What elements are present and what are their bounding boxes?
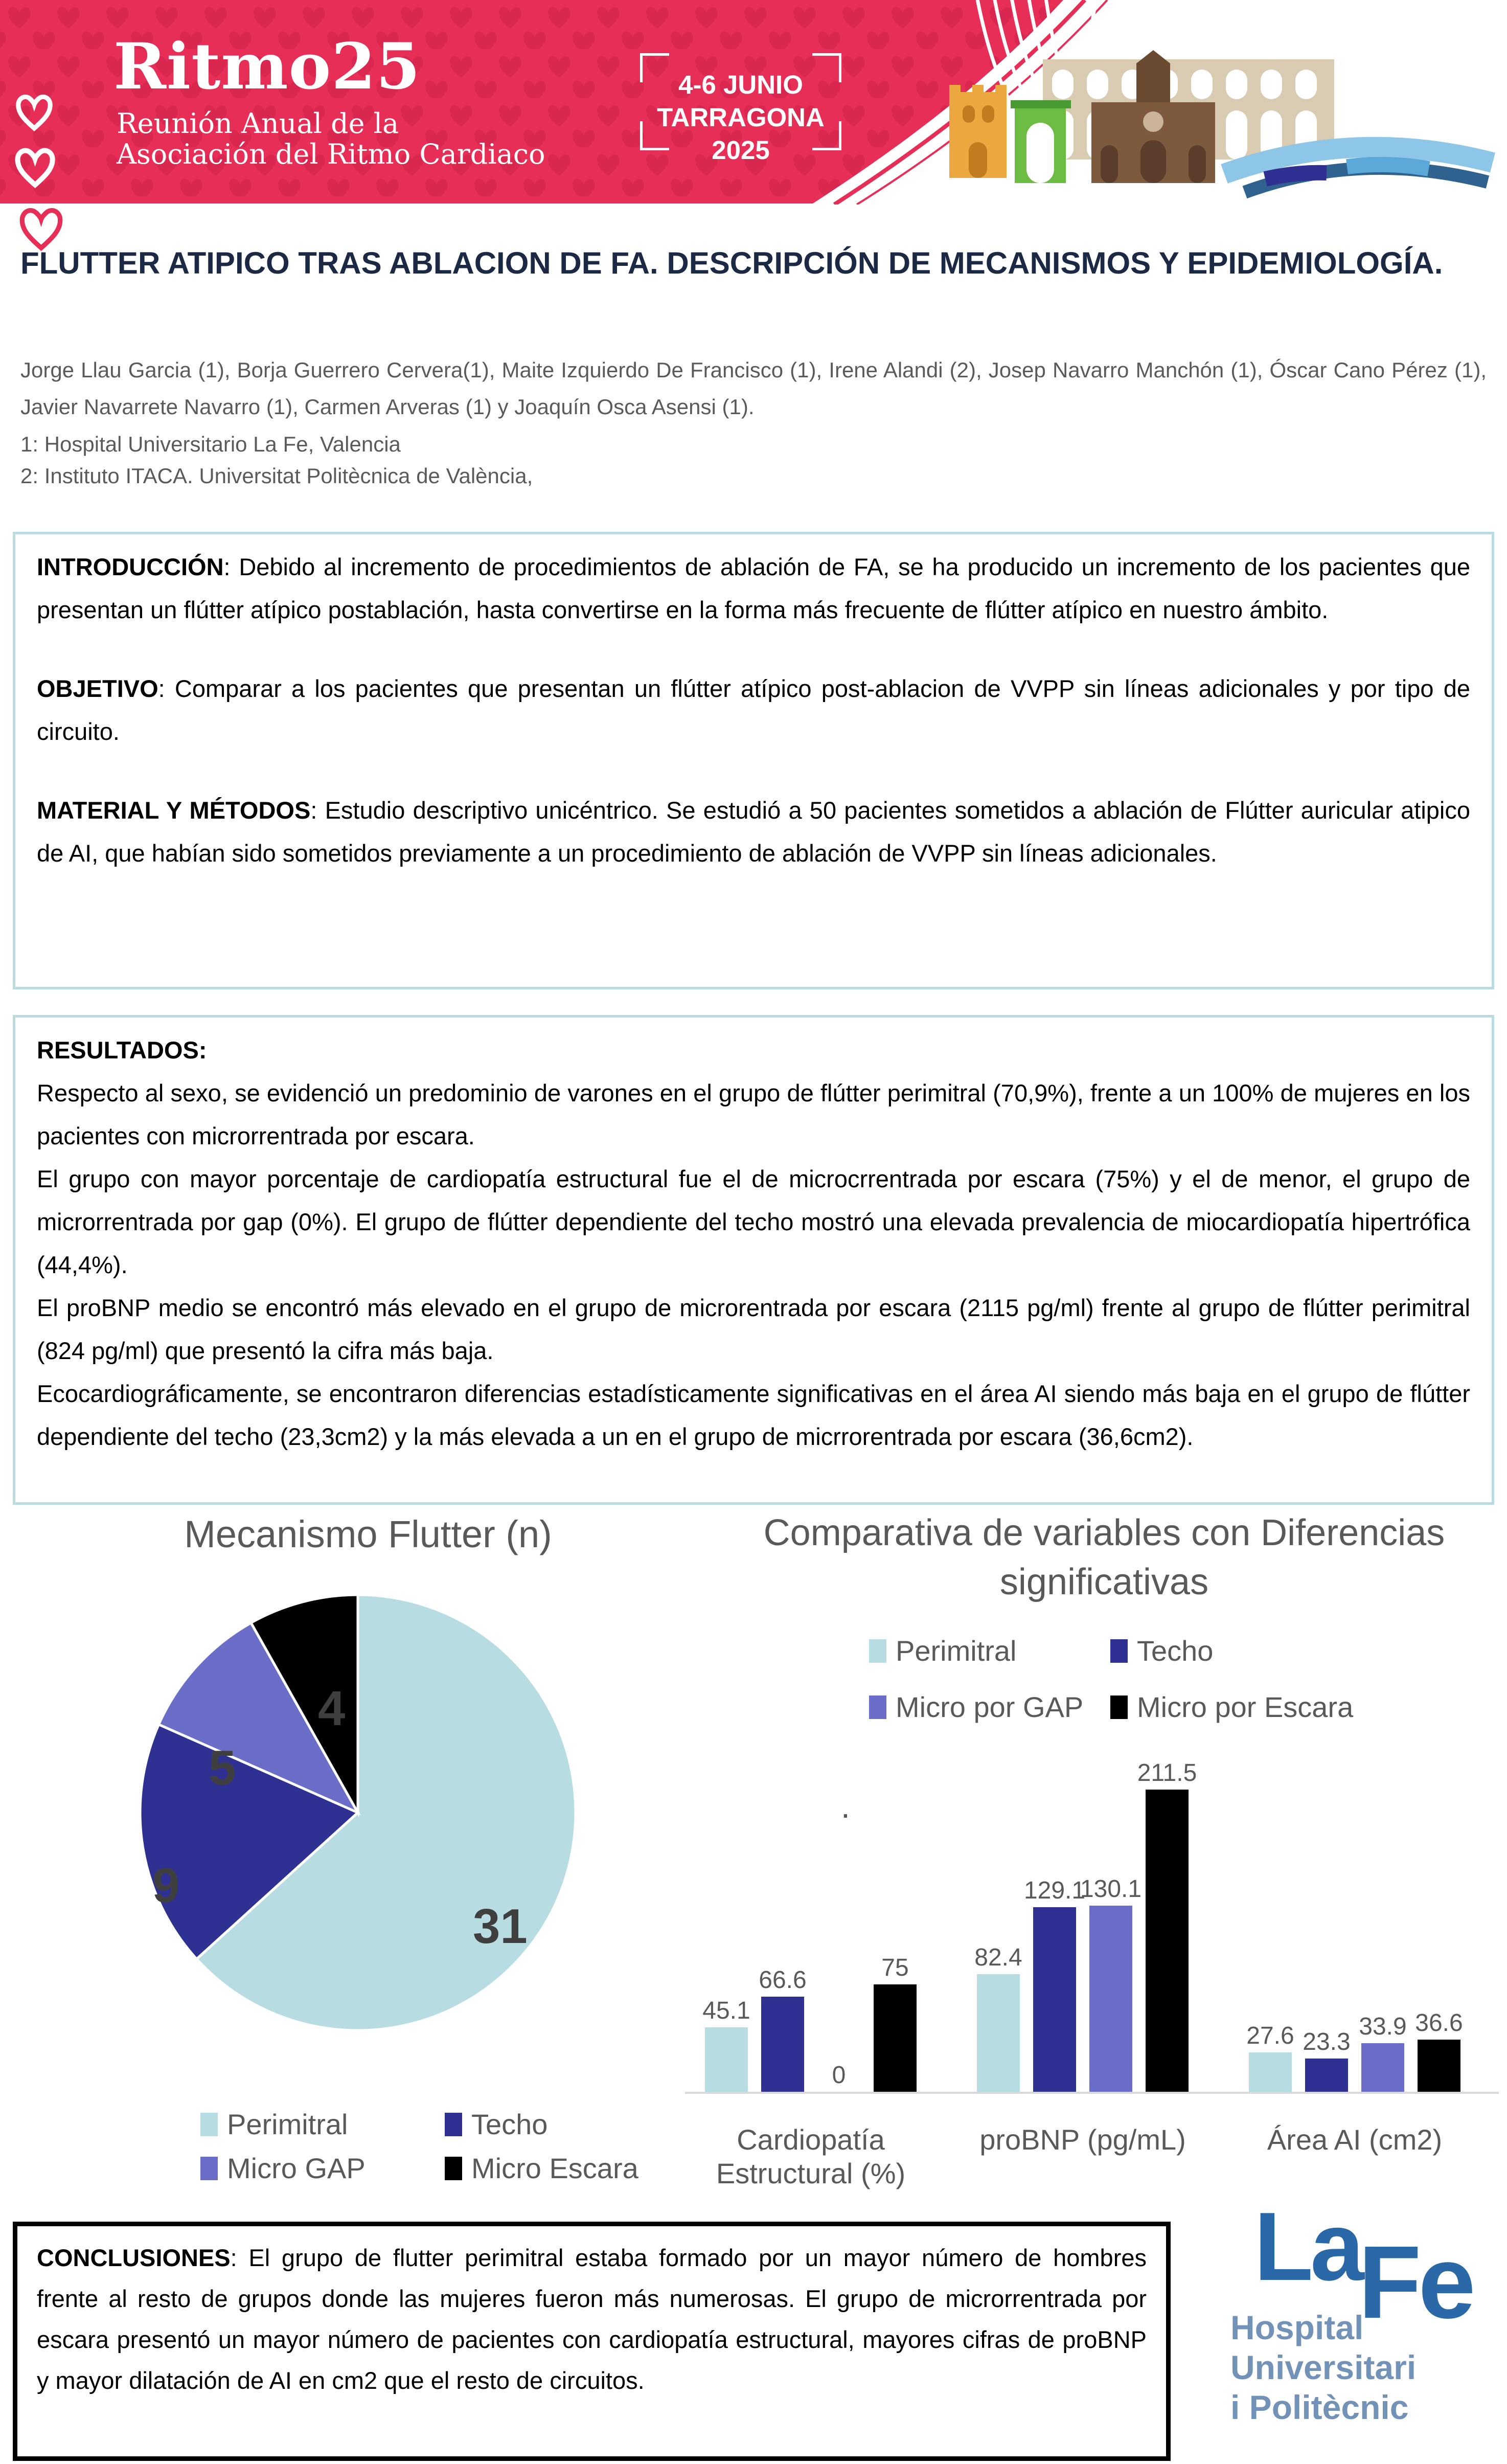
tarragona-monuments-illustration xyxy=(938,45,1500,198)
results-paragraph: El proBNP medio se encontró más elevado en el grupo de microrentrada por escara (2115 pg/ml) frente al grupo de flútter perimitral (824 pg/ml) que presentó la cifra más baja. xyxy=(37,1294,1470,1364)
bar-value-label: 129.1 xyxy=(1023,1877,1086,1904)
bar-value-label: 45.1 xyxy=(702,1997,750,2024)
bar-micro-por-escara xyxy=(1146,1790,1189,2092)
results-box xyxy=(13,1015,1494,1505)
objetivo-paragraph: OBJETIVO: Comparar a los pacientes que presentan un flútter atípico post-ablacion de VVPP sin líneas adicionales y por tipo de circuito. xyxy=(37,675,1470,745)
pie-slice-value: 31 xyxy=(473,1899,528,1954)
amphitheater-icon xyxy=(1224,147,1493,192)
bar-techo xyxy=(1305,2059,1348,2092)
pie-slice-value: 5 xyxy=(209,1740,236,1795)
legend-label: Techo xyxy=(471,2108,548,2140)
bar-value-label: 66.6 xyxy=(759,1966,807,1994)
results-label: RESULTADOS: xyxy=(37,1036,207,1064)
results-paragraph: El grupo con mayor porcentaje de cardiopatía estructural fue el de microcrrentrada por escara (75%) y el de menor, el grupo de microrrentrada por gap (0%). El grupo de flútter dependiente del techo mostró una elevada prevalencia de miocardiopatía hipertrófica (44,4%). xyxy=(37,1165,1470,1278)
bar-category-label: Cardiopatía Estructural (%) xyxy=(716,2123,906,2189)
intro-objective-methods-box xyxy=(13,532,1494,989)
conference-location: TARRAGONA 2025 xyxy=(657,103,825,165)
results-paragraph: Respecto al sexo, se evidenció un predominio de varones en el grupo de flútter perimitral (70,9%), frente a un 100% de mujeres en los pacientes con microrrentrada por escara. xyxy=(37,1079,1470,1149)
affiliation-1: 1: Hospital Universitario La Fe, Valencia xyxy=(20,432,401,456)
introduccion-paragraph: INTRODUCCIÓN: Debido al incremento de procedimientos de ablación de FA, se ha producido un incremento de los pacientes que presentan un flútter atípico postablación, hasta convertirse en la forma más frecuente de flútter atípico en nuestro ámbito. xyxy=(37,553,1470,623)
legend-label: Micro Escara xyxy=(471,2152,638,2184)
bar-category-label: Área AI (cm2) xyxy=(1267,2123,1443,2156)
legend-label: Perimitral xyxy=(896,1635,1017,1667)
pie-legend-item xyxy=(200,2108,348,2141)
legend-swatch-icon xyxy=(445,2113,462,2136)
x-axis-line xyxy=(685,2092,1499,2094)
legend-swatch-icon xyxy=(1110,1639,1128,1663)
legend-swatch-icon xyxy=(445,2157,462,2180)
hospital-la-fe-logo xyxy=(1224,2191,1505,2462)
pie-chart-title: Mecanismo Flutter (n) xyxy=(184,1513,552,1555)
bar-micro-por-escara xyxy=(1418,2040,1460,2092)
results-paragraphs xyxy=(37,1072,1470,1458)
bar-value-label: 33.9 xyxy=(1359,2013,1407,2040)
pie-legend-item xyxy=(445,2108,547,2141)
legend-swatch-icon xyxy=(869,1696,886,1719)
authors-line: Jorge Llau Garcia (1), Borja Guerrero Cervera(1), Maite Izquierdo De Francisco (1), Irene Alandi (2), Josep Navarro Manchón (1), Óscar Cano Pérez (1), Javier Navarrete Navarro (1), Carmen Arveras (1) y Joaquín Osca Asensi (1). xyxy=(20,358,1487,419)
lafe-logo-la: La xyxy=(1254,2192,1361,2301)
affiliations xyxy=(20,428,1487,492)
bar-legend-item xyxy=(1110,1690,1353,1724)
bracket-icon xyxy=(812,53,841,82)
pie-slice-value: 4 xyxy=(318,1681,346,1736)
bar-micro-por-gap xyxy=(1361,2043,1404,2092)
legend-label: Techo xyxy=(1137,1635,1214,1667)
bar-value-label: 0 xyxy=(832,2062,846,2089)
legend-label: Micro por Escara xyxy=(1137,1691,1354,1723)
introduccion-label: INTRODUCCIÓN xyxy=(37,553,224,580)
bar-legend-item xyxy=(1110,1634,1213,1667)
pie-legend-item xyxy=(445,2152,638,2185)
bar-value-label: 75 xyxy=(881,1954,909,1981)
legend-label: Micro GAP xyxy=(227,2152,366,2184)
conference-subtitle xyxy=(117,108,545,170)
bar-value-label: 82.4 xyxy=(974,1944,1022,1971)
material-metodos-paragraph: MATERIAL Y MÉTODOS: Estudio descriptivo unicéntrico. Se estudió a 50 pacientes sometidos a ablación de Flútter auricular atipico de AI, que habían sido sometidos previamente a un procedimiento de ablación de VVPP sin líneas adicionales. xyxy=(37,797,1470,867)
pie-legend-item xyxy=(200,2152,366,2185)
conference-subtitle-line1: Reunión Anual de la xyxy=(117,107,399,140)
bar-legend-item xyxy=(869,1634,1016,1667)
tower-icon xyxy=(949,85,1007,178)
material-metodos-label: MATERIAL Y MÉTODOS xyxy=(37,797,311,824)
bar-micro-por-escara xyxy=(874,1984,917,2092)
conference-date-block xyxy=(643,55,838,165)
bracket-icon xyxy=(640,53,669,82)
affiliation-2: 2: Instituto ITACA. Universitat Politècnica de València, xyxy=(20,464,533,488)
legend-label: Perimitral xyxy=(227,2108,348,2140)
bar-value-label: 36.6 xyxy=(1415,2009,1463,2037)
bar-perimitral xyxy=(705,2027,748,2092)
bar-chart-title: Comparativa de variables con Diferencias significativas xyxy=(763,1512,1445,1602)
conclusions-box: CONCLUSIONES: El grupo de flutter perimitral estaba formado por un mayor número de hombres frente al resto de grupos donde las mujeres fueron más numerosas. El grupo de microrrentrada por escara presentó un mayor número de pacientes con cardiopatía estructural, mayores cifras de proBNP y mayor dilatación de AI en cm2 que el resto de circuitos. xyxy=(13,2222,1171,2461)
bar-value-label: 130.1 xyxy=(1080,1875,1142,1903)
pie-chart xyxy=(138,1593,578,2032)
page-title: FLUTTER ATIPICO TRAS ABLACION DE FA. DESCRIPCIÓN DE MECANISMOS Y EPIDEMIOLOGÍA. xyxy=(20,246,1443,280)
bar-micro-por-gap xyxy=(1089,1906,1132,2092)
bar-legend-item xyxy=(869,1690,1083,1724)
bracket-icon xyxy=(640,121,669,150)
bar-value-label: 27.6 xyxy=(1246,2022,1294,2049)
legend-label: Micro por GAP xyxy=(896,1691,1084,1723)
lafe-logo-subtitle: Hospital Universitari i Politècnic xyxy=(1230,2309,1417,2426)
bar-value-label: 23.3 xyxy=(1303,2028,1351,2055)
bar-techo xyxy=(1033,1907,1076,2092)
conclusions-label: CONCLUSIONES xyxy=(37,2244,231,2271)
legend-swatch-icon xyxy=(1110,1696,1128,1719)
stray-dot: . xyxy=(841,1788,850,1825)
arch-icon xyxy=(1011,100,1071,183)
legend-swatch-icon xyxy=(200,2157,218,2180)
objetivo-label: OBJETIVO xyxy=(37,675,158,702)
legend-swatch-icon xyxy=(869,1639,886,1663)
lafe-logo-fe: Fe xyxy=(1358,2224,1473,2340)
bracket-icon xyxy=(812,121,841,150)
legend-swatch-icon xyxy=(200,2113,218,2136)
conference-dates: 4-6 JUNIO xyxy=(678,70,803,99)
results-paragraph: Ecocardiográficamente, se encontraron diferencias estadísticamente significativas en el área AI siendo más baja en el grupo de flútter dependiente del techo (23,3cm2) y la más elevada a un en el grupo de micrrorentrada por escara (36,6cm2). xyxy=(37,1380,1470,1450)
bar-perimitral xyxy=(1249,2052,1292,2092)
bar-category-label: proBNP (pg/mL) xyxy=(979,2123,1186,2156)
conference-subtitle-line2: Asociación del Ritmo Cardiaco xyxy=(117,138,545,170)
bar-perimitral xyxy=(977,1974,1020,2092)
pie-slice-value: 9 xyxy=(152,1858,180,1913)
bar-value-label: 211.5 xyxy=(1137,1759,1197,1787)
conference-logo-wordmark: Ritmo25 xyxy=(113,30,421,104)
